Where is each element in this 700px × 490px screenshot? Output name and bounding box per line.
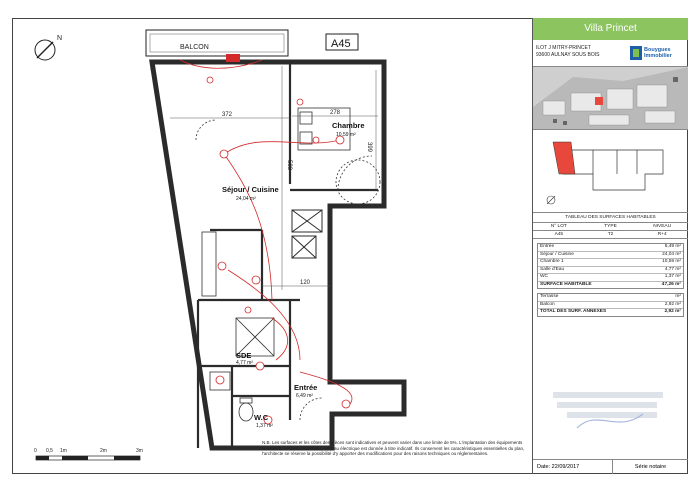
table-row: Chambre 1 10,59 m² [538, 259, 683, 267]
north-compass-icon [35, 35, 62, 60]
address-line-2: 93600 AULNAY SOUS BOIS [536, 52, 600, 58]
key-plan [533, 130, 688, 213]
header-type: TYPE [604, 224, 617, 229]
room-area-wc: 1,37 m² [256, 423, 273, 429]
header-niveau: NIVEAU [653, 224, 672, 229]
value-lot: A45 [554, 232, 564, 237]
brand-line-1: Bouygues [644, 47, 671, 53]
bouygues-logo-icon [630, 46, 642, 60]
table-row-total: TOTAL DES SURF. ANNEXES 2,92 m² [540, 309, 681, 314]
table-row: Terrasse m² [538, 294, 683, 302]
annex-rows [537, 293, 684, 317]
surface-table [533, 213, 688, 317]
disclaimer-note: N.B. Les surfaces et les côtes des pièces sont indicatives et peuvent varier dans une limite de 5%. L'implantation des équipements sanitaires, soffites, retombées, tableau électrique est donnée à titre indicatif. Ils conservent les caractéristiques essentielles du plan, l'architecte se réserve la possibilité d'y apporter des modifications pour des raisons techniques ou réglementaires. [262, 440, 525, 457]
room-name-sde: SDE [236, 351, 252, 360]
room-area-chambre: 10,59 m² [336, 132, 356, 138]
address [533, 40, 628, 66]
table-row: Salle d'Eau 4,77 m² [538, 267, 683, 275]
bouygues-logo [628, 40, 688, 66]
kitchen-counter [202, 232, 216, 296]
dimension-label: 399 [366, 142, 372, 153]
dimension-label: 278 [330, 110, 341, 116]
dimension-lines [170, 66, 378, 290]
table-row: Balcon 2,92 m² [538, 302, 683, 310]
room-name-sejour: Séjour / Cuisine [222, 185, 279, 194]
notary-stamp-image [547, 388, 677, 438]
exterior-walls [152, 62, 404, 448]
aerial-view-image [533, 67, 688, 130]
table-row: Entrée 6,49 m² [538, 244, 683, 252]
balcony [146, 30, 288, 56]
svg-text:N: N [57, 35, 63, 42]
room-name-chambre: Chambre [332, 121, 365, 130]
table-row: Séjour / Cuisine 24,04 m² [538, 252, 683, 260]
lot-label: A45 [331, 38, 351, 50]
table-row-total: SURFACE HABITABLE 47,26 m² [540, 281, 681, 287]
scale-tick: 0,5 [46, 448, 53, 454]
room-name-wc: W.C [254, 413, 269, 422]
habitable-rows [537, 243, 684, 289]
dimension-label: 120 [300, 280, 311, 286]
balcony-label: BALCON [180, 44, 209, 51]
table-row: WC 1,37 m² [538, 274, 683, 282]
surface-table-values [533, 231, 688, 239]
dimension-label: 583 [286, 160, 292, 171]
footer [533, 459, 688, 474]
electric-panel [226, 54, 240, 62]
room-area-entree: 6,49 m² [296, 393, 313, 399]
surface-table-title: TABLEAU DES SURFACES HABITABLES [533, 213, 688, 223]
address-row [533, 40, 688, 67]
toilet [239, 403, 253, 421]
room-name-entree: Entrée [294, 383, 318, 392]
room-area-sejour: 24,04 m² [236, 196, 256, 202]
dimension-label: 372 [222, 112, 233, 118]
value-type: T2 [607, 232, 614, 237]
surface-table-header [533, 223, 688, 231]
header-lot: N° LOT [550, 224, 567, 229]
scale-tick: 1m [60, 448, 67, 454]
room-area-sde: 4,77 m² [236, 360, 253, 366]
value-niveau: R+4 [657, 232, 667, 237]
scale-tick: 0 [34, 448, 37, 454]
scale-tick: 2m [100, 448, 107, 454]
scale-bar [34, 448, 143, 460]
address-line-1: ILOT J MITRY-PRINCET [536, 45, 591, 51]
scale-tick: 3m [136, 448, 143, 454]
footer-series: Série notaire [612, 460, 688, 474]
title-block [532, 18, 688, 474]
brand-line-2: Immobilier [644, 53, 672, 59]
lot-label-box [326, 34, 358, 50]
project-title: Villa Princet [533, 18, 688, 40]
footer-date: Date: 22/09/2017 [537, 464, 580, 470]
technical-shafts [292, 210, 322, 258]
